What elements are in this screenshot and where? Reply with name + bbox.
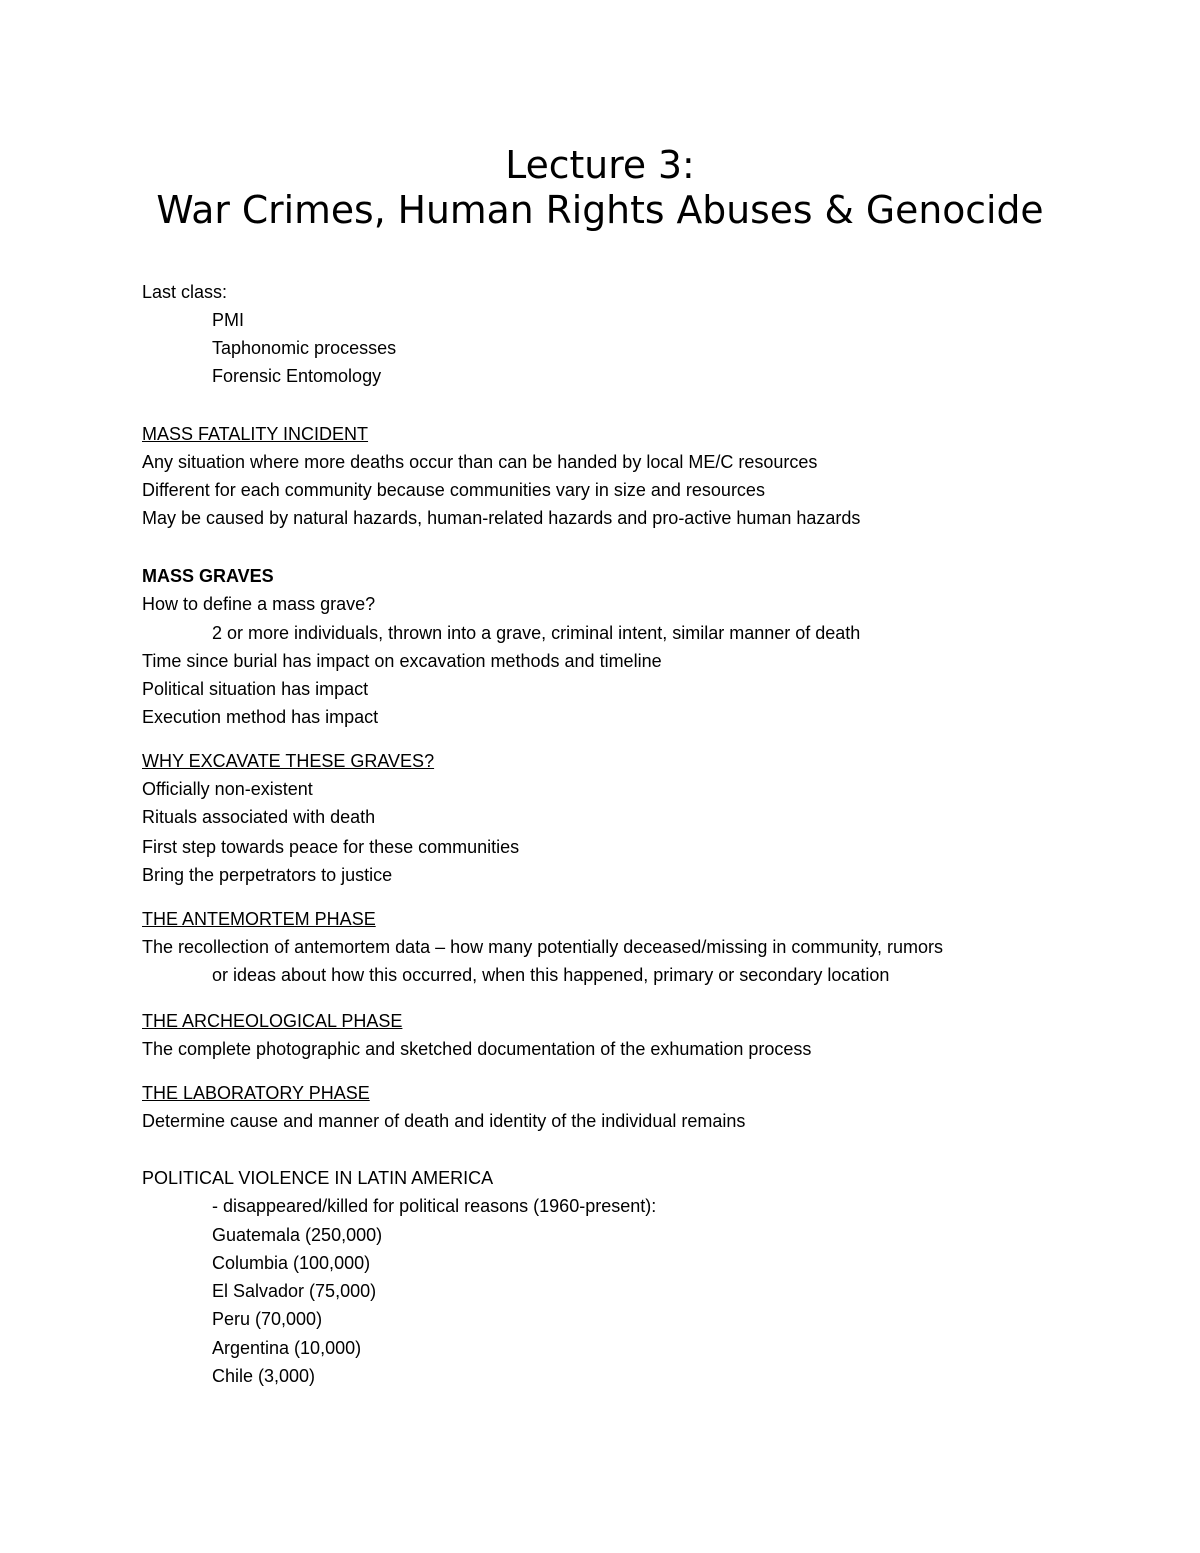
lecture-number: Lecture 3: bbox=[505, 143, 695, 187]
last-class-heading: Last class: bbox=[142, 282, 228, 302]
why-excavate-line: Bring the perpetrators to justice bbox=[142, 865, 393, 885]
country-item: El Salvador (75,000) bbox=[212, 1281, 377, 1301]
mass-fatality-line: Different for each community because communities vary in size and resources bbox=[142, 480, 765, 500]
country-item: Columbia (100,000) bbox=[212, 1253, 371, 1273]
why-excavate-line: First step towards peace for these communities bbox=[142, 837, 520, 857]
country-item: Peru (70,000) bbox=[212, 1309, 323, 1329]
last-class-item: Taphonomic processes bbox=[212, 338, 397, 358]
country-item: Guatemala (250,000) bbox=[212, 1225, 383, 1245]
why-excavate-heading: WHY EXCAVATE THESE GRAVES? bbox=[142, 751, 435, 771]
mass-fatality-line: Any situation where more deaths occur than can be handed by local ME/C resources bbox=[142, 452, 818, 472]
archeological-line: The complete photographic and sketched documentation of the exhumation process bbox=[142, 1039, 812, 1059]
lecture-title: War Crimes, Human Rights Abuses & Genocide bbox=[156, 188, 1044, 232]
political-violence-heading: POLITICAL VIOLENCE IN LATIN AMERICA bbox=[142, 1168, 494, 1188]
mass-graves-definition: 2 or more individuals, thrown into a grave, criminal intent, similar manner of death bbox=[212, 623, 861, 643]
country-item: Chile (3,000) bbox=[212, 1366, 316, 1386]
country-item: Argentina (10,000) bbox=[212, 1338, 362, 1358]
why-excavate-line: Officially non-existent bbox=[142, 779, 313, 799]
why-excavate-line: Rituals associated with death bbox=[142, 807, 376, 827]
archeological-heading: THE ARCHEOLOGICAL PHASE bbox=[142, 1011, 403, 1031]
last-class-item: PMI bbox=[212, 310, 245, 330]
last-class-item: Forensic Entomology bbox=[212, 366, 382, 386]
mass-graves-question: How to define a mass grave? bbox=[142, 594, 376, 614]
mass-graves-line: Time since burial has impact on excavation methods and timeline bbox=[142, 651, 662, 671]
mass-graves-line: Execution method has impact bbox=[142, 707, 379, 727]
antemortem-line: or ideas about how this occurred, when this happened, primary or secondary location bbox=[212, 965, 890, 985]
laboratory-heading: THE LABORATORY PHASE bbox=[142, 1083, 370, 1103]
antemortem-heading: THE ANTEMORTEM PHASE bbox=[142, 909, 376, 929]
mass-graves-line: Political situation has impact bbox=[142, 679, 369, 699]
mass-fatality-heading: MASS FATALITY INCIDENT bbox=[142, 424, 369, 444]
mass-fatality-line: May be caused by natural hazards, human-related hazards and pro-active human hazards bbox=[142, 508, 861, 528]
mass-graves-heading: MASS GRAVES bbox=[142, 566, 274, 586]
laboratory-line: Determine cause and manner of death and identity of the individual remains bbox=[142, 1111, 746, 1131]
antemortem-line: The recollection of antemortem data – how many potentially deceased/missing in community, rumors bbox=[142, 937, 944, 957]
political-violence-subheading: - disappeared/killed for political reasons (1960-present): bbox=[212, 1196, 657, 1216]
